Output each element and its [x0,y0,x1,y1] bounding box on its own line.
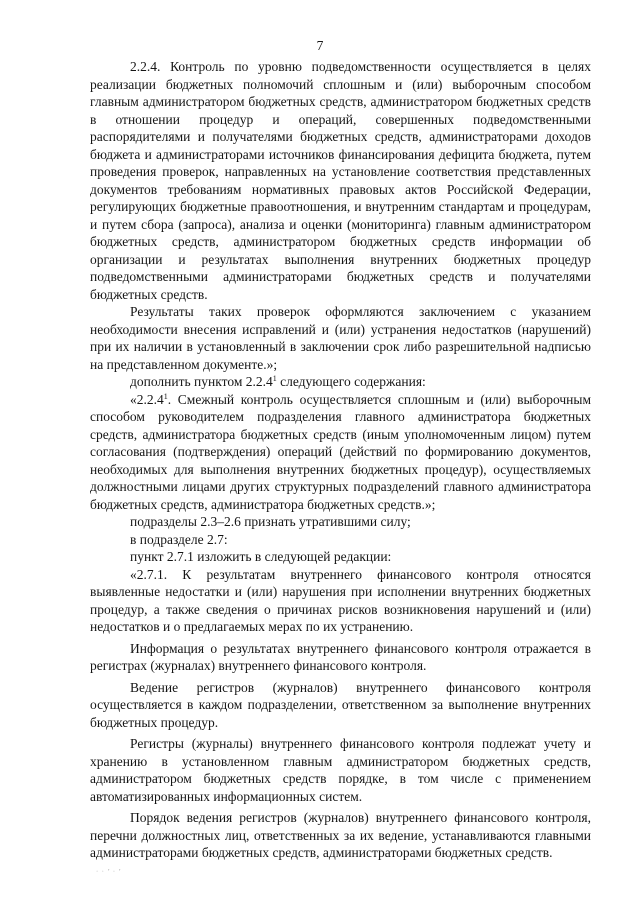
paragraph-2-7-1: «2.7.1. К результатам внутреннего финансового контроля относятся выявленные недостатки и (или) нарушения при исполнении внутренних бюджетных процедур, а также сведения о причинах рисков возникновения нарушений и (или) недостатков и о предлагаемых мерах по их устранению. [90,566,591,634]
paragraph-subsections-void: подразделы 2.3–2.6 признать утратившими силу; [130,514,411,529]
paragraph-registers-procedure: Порядок ведения регистров (журналов) внутреннего финансового контроля, перечни должностных лиц, ответственных за их ведение, устанавливаются главными администраторами бюджетных средств, администраторами бюджетных средств. [90,810,591,860]
paragraph-registers-storage: Регистры (журналы) внутреннего финансового контроля подлежат учету и хранению в установленном главным администратором бюджетных средств, администратором бюджетных средств порядке, в том числе с применением автоматизированных информационных систем. [90,736,591,804]
paragraph-subsection-2-7: в подразделе 2.7: [130,531,228,547]
superscript-marker: 1 [272,374,277,383]
paragraph-results-info: Информация о результатах внутреннего финансового контроля отражается в регистрах (журналах) внутреннего финансового контроля. [90,640,591,673]
paragraph-text-after: . Смежный контроль осуществляется сплошным и (или) выборочным способом руководителем подразделения главного администратора бюджетных средств, администратора бюджетных средств (иным уполномоченным лицом) путем согласования (подтверждения) операций (действий по формированию документов, необходимых для выполнения внутренних бюджетных процедур), осуществляемых должностными лицами других структурных подразделений главного администратора бюджетных средств, администратора бюджетных средств.»; [90,391,591,512]
footer-scan-mark: · · ’ · ’ [96,868,122,875]
paragraph-point-2-7-1-intro: пункт 2.7.1 изложить в следующей редакции: [130,549,392,564]
document-body [90,58,591,862]
paragraph-text-before: «2.2.4 [130,391,164,407]
page-number: 7 [316,38,324,53]
paragraph-add-point-2-2-4-1 [90,373,591,391]
superscript-marker: 1 [163,391,168,401]
paragraph-registers-keeping: Ведение регистров (журналов) внутреннего финансового контроля осуществляется в каждом подразделении, ответственном за выполнение внутренних бюджетных процедур. [90,679,591,730]
paragraph-results-conclusion: Результаты таких проверок оформляются заключением с указанием необходимости внесения исправлений и (или) устранения недостатков (нарушений) при их наличии в установленный в заключении срок либо разрешительной надписью на представленном документе.»; [90,304,591,372]
paragraph-text-before: дополнить пунктом 2.2.4 [130,374,273,389]
paragraph-2-2-4: 2.2.4. Контроль по уровню подведомственности осуществляется в целях реализации бюджетных полномочий сплошным и (или) выборочным способом главным администратором бюджетных средств, администратором бюджетных средств в отношении процедур и операций, совершенных подведомственными распорядителями и получателями бюджетных средств, администраторами доходов бюджета и администраторами источников финансирования дефицита бюджета, путем проведения проверок, направленных на установление соответствия представленных документов требованиям нормативных правовых актов Российской Федерации, регулирующих бюджетные правоотношения, и внутренним стандартам и процедурам, и путем сбора (запроса), анализа и оценки (мониторинга) главным администратором бюджетных средств, администратором бюджетных средств информации об организации и результатах выполнения внутренних бюджетных процедур подведомственными администраторами бюджетных средств и получателями бюджетных средств. [90,59,591,302]
paragraph-text-after: следующего содержания: [276,374,426,389]
paragraph-2-2-4-1 [90,391,591,514]
